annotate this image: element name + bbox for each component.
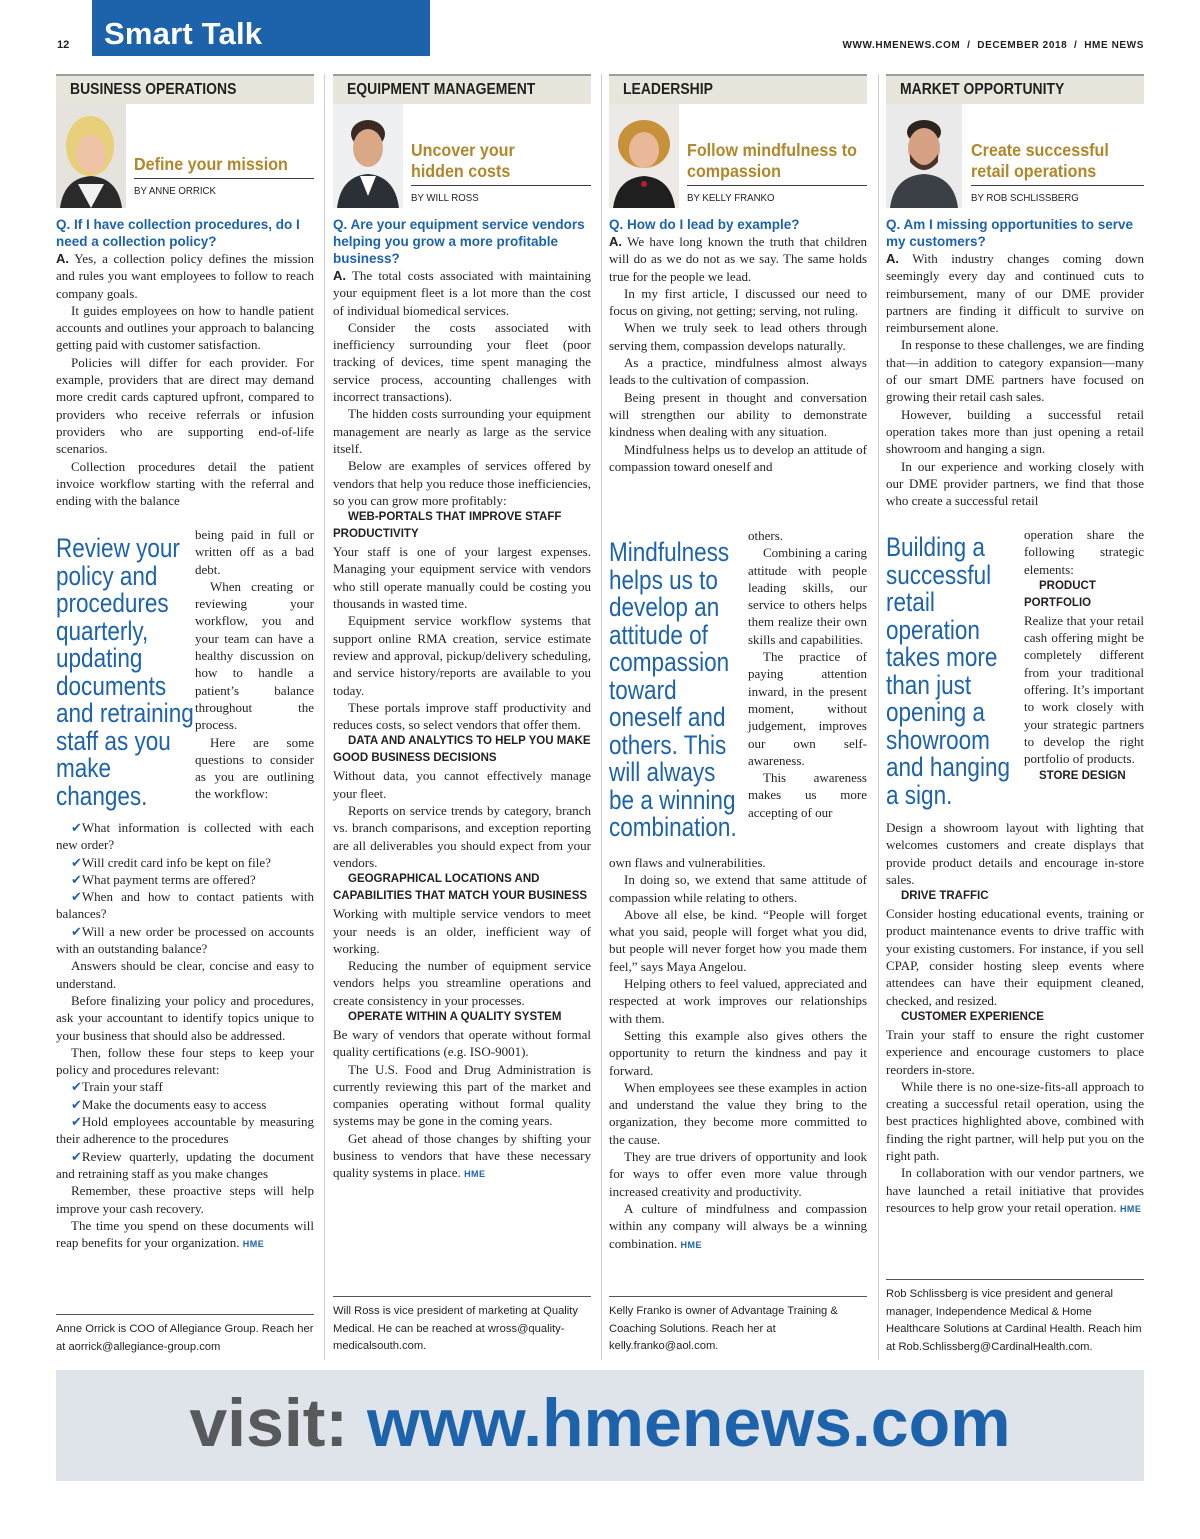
- pull-quote-line: Review your: [56, 533, 180, 563]
- paragraph-text: What information is collected with each new order?: [56, 820, 314, 853]
- headline-line: compassion: [687, 161, 781, 181]
- paragraph-text: Reports on service trends by category, branch vs. branch comparisons, and exception reporting are all deliverables you should expect from your vendors.: [333, 803, 591, 870]
- body-bottom: [886, 819, 1144, 1216]
- body-top: [609, 233, 867, 475]
- end-mark: HME: [464, 1169, 486, 1180]
- body-top: [56, 250, 314, 509]
- body-side: [1024, 526, 1144, 785]
- paragraph-text: Then, follow these four steps to keep your policy and procedures relevant:: [56, 1044, 314, 1078]
- paragraph: [748, 648, 867, 769]
- paragraph: [333, 905, 591, 957]
- pull-quote-line: oneself and: [609, 702, 726, 732]
- paragraph-text: Equipment service workflow systems that support online RMA creation, service estimate review and approval, pickup/delivery scheduling, and service history/reports are available to you today.: [333, 613, 591, 698]
- headline: [411, 140, 515, 182]
- checkmark-icon: ✔: [71, 1079, 82, 1095]
- paragraph: [56, 458, 314, 510]
- paragraph-text: Yes, a collection policy defines the mission and rules you want employees to follow to reach company goals.: [56, 251, 314, 301]
- author-photo: [56, 104, 126, 208]
- pull-quote-line: others. This: [609, 729, 727, 760]
- subheading: CUSTOMER EXPERIENCE: [901, 1010, 1044, 1023]
- author-portrait-icon: [56, 104, 126, 208]
- pull-quote-line: Mindfulness: [609, 537, 730, 567]
- column-divider: [324, 74, 325, 1360]
- paragraph: [56, 923, 314, 958]
- author-bio: Will Ross is vice president of marketing at Quality Medical. He can be reached at wross@quality-medicalsouth.com.: [333, 1296, 591, 1356]
- checkmark-icon: ✔: [71, 854, 82, 870]
- paragraph-text: What payment terms are offered?: [81, 871, 256, 887]
- paragraph-text: Here are some questions to consider as you are outlining the workflow:: [195, 734, 314, 802]
- paragraph-text: When and how to contact patients with balances?: [56, 889, 314, 922]
- category-label: MARKET OPPORTUNITY: [900, 81, 1065, 98]
- paragraph-text: The practice of paying attention inward, in the present moment, without judgement, improves our own self-awareness.: [748, 649, 867, 768]
- question-line: need a collection policy?: [56, 234, 217, 249]
- paragraph: [609, 1200, 867, 1252]
- author-photo: [886, 104, 962, 208]
- author-bio: Rob Schlissberg is vice president and general manager, Independence Medical & Home Healthcare Solutions at Cardinal Health. Reach him at Rob.Schlissberg@CardinalHealth.com.: [886, 1279, 1144, 1356]
- subheading: DATA AND ANALYTICS TO HELP YOU MAKE GOOD BUSINESS DECISIONS: [333, 735, 591, 765]
- author-bio: Kelly Franko is owner of Advantage Training & Coaching Solutions. Reach her at kelly.franko@aol.com.: [609, 1296, 867, 1356]
- pull-quote-line: successful: [886, 559, 992, 590]
- checkmark-icon: ✔: [71, 1114, 82, 1130]
- paragraph: [609, 319, 867, 354]
- question-line: Q. Are your equipment service vendors: [333, 217, 585, 232]
- author-photo: [609, 104, 679, 208]
- question: [886, 216, 1144, 250]
- checkmark-icon: ✔: [71, 889, 82, 905]
- paragraph-text: Train your staff to ensure the right customer experience and encourage customers to place reorders in-store.: [886, 1026, 1144, 1077]
- paragraph-text: own flaws and vulnerabilities.: [609, 855, 766, 870]
- paragraph: [333, 699, 591, 734]
- body-side: [195, 526, 314, 803]
- paragraph: [609, 1148, 867, 1200]
- paragraph: [609, 975, 867, 1027]
- checkmark-icon: ✔: [71, 1148, 82, 1164]
- paragraph: [333, 319, 591, 405]
- paragraph-text: With industry changes coming down seemingly every day and continued cuts to reimbursement, many of our DME provider partners are finding it difficult to survive on reimbursement alone.: [886, 251, 1144, 336]
- paragraph: [886, 1078, 1144, 1164]
- byline: BY WILL ROSS: [411, 192, 479, 204]
- pull-quote-line: updating: [56, 643, 143, 673]
- paragraph-text: In response to these challenges, we are finding that—in addition to category expansion—many of our smart DME partners have focused on growing their retail cash sales.: [886, 337, 1144, 405]
- end-mark: HME: [680, 1239, 702, 1250]
- headline: [687, 140, 857, 182]
- paragraph-text: Below are examples of services offered by vendors that help you reduce those inefficiencies, so you can grow more profitably:: [333, 458, 591, 508]
- paragraph-text: Consider hosting educational events, training or product maintenance events to drive traffic with your existing customers. For instance, if you sell CPAP, consider hosting sleep events where attendees can have their equipment cleaned, checked, and resized.: [886, 906, 1144, 1008]
- paragraph-text: This awareness makes us more accepting of our: [748, 770, 867, 820]
- headline-rule: [971, 185, 1144, 186]
- body-bottom: [609, 854, 867, 1252]
- paragraph-text: In my first article, I discussed our need to focus on giving, not getting; serving, not ruling.: [609, 285, 867, 319]
- category-header: [56, 74, 314, 104]
- paragraph-text: When creating or reviewing your workflow, you and your team can have a healthy discussion on how to handle a patient’s balance throughout the process.: [195, 578, 314, 733]
- paragraph-text: Combining a caring attitude with people leading skills, our service to others helps them realize their own skills and capabilities.: [748, 545, 867, 647]
- paragraph-text: Before finalizing your policy and procedures, ask your accountant to identify topics unique to your business that should also be addressed.: [56, 992, 314, 1043]
- paragraph-text: Without data, you cannot effectively manage your fleet.: [333, 768, 591, 801]
- category-header: [333, 74, 591, 104]
- paragraph-text: Above all else, be kind. “People will forget what you said, people will forget what you did, but people will never forget how you made them feel,” says Maya Angelou.: [609, 906, 867, 974]
- paragraph: [886, 819, 1144, 888]
- question-line: my customers?: [886, 234, 986, 249]
- paragraph: [1024, 526, 1144, 578]
- subheading: STORE DESIGN: [1039, 769, 1126, 782]
- banner-prefix: visit:: [189, 1385, 367, 1461]
- headline-rule: [687, 185, 867, 186]
- paragraph: [609, 906, 867, 975]
- paragraph: [886, 905, 1144, 1009]
- paragraph: [333, 267, 591, 319]
- subheading: OPERATE WITHIN A QUALITY SYSTEM: [348, 1010, 562, 1023]
- pull-quote-line: helps us to: [609, 564, 718, 595]
- paragraph-text: Working with multiple service vendors to meet your needs is an older, inefficient way of working.: [333, 906, 591, 956]
- paragraph-text: The time you spend on these documents will reap benefits for your organization.: [56, 1217, 314, 1251]
- author-photo: [333, 104, 403, 208]
- paragraph: [1024, 612, 1144, 768]
- paragraph-text: Review quarterly, updating the document and retraining staff as you make changes: [56, 1148, 314, 1181]
- paragraph-text: Will a new order be processed on accounts with an outstanding balance?: [56, 923, 314, 957]
- paragraph: [56, 1096, 314, 1113]
- checkmark-icon: ✔: [71, 820, 82, 835]
- category-header: [886, 74, 1144, 104]
- pull-quote-line: a sign.: [886, 779, 953, 810]
- byline: BY ROB SCHLISSBERG: [971, 192, 1079, 204]
- column-divider: [878, 74, 879, 1360]
- checkmark-icon: ✔: [71, 923, 82, 939]
- paragraph: [333, 1026, 591, 1061]
- category-label: BUSINESS OPERATIONS: [70, 81, 237, 98]
- paragraph: [56, 888, 314, 923]
- body: [333, 267, 591, 1182]
- paragraph: [609, 389, 867, 441]
- pull-quote-line: and retraining: [56, 698, 194, 728]
- paragraph: [56, 1044, 314, 1079]
- paragraph: [333, 612, 591, 698]
- paragraph: [609, 354, 867, 389]
- paragraph: [333, 1061, 591, 1130]
- pull-quote-line: than just: [886, 669, 972, 700]
- headline: Define your mission: [134, 154, 288, 174]
- paragraph: [609, 233, 867, 285]
- paragraph-text: Collection procedures detail the patient invoice workflow starting with the referral and ending with the balance: [56, 458, 314, 509]
- paragraph-text: The U.S. Food and Drug Administration is currently reviewing this part of the market and companies operating without formal quality systems may be gone in the coming years.: [333, 1061, 591, 1129]
- subheading: PRODUCT PORTFOLIO: [1024, 579, 1096, 609]
- pull-quote-line: documents: [56, 670, 167, 701]
- paragraph: [748, 769, 867, 821]
- paragraph: [748, 527, 867, 544]
- paragraph-text: We have long known the truth that children will do as we do not as we say. The same holds true for the people we lead.: [609, 234, 867, 284]
- body-top: [886, 250, 1144, 509]
- pull-quote-line: develop an: [609, 592, 720, 622]
- category-header: [609, 74, 867, 104]
- paragraph: [609, 1079, 867, 1148]
- paragraph: [333, 1130, 591, 1182]
- paragraph-text: As a practice, mindfulness almost always leads to the cultivation of compassion.: [609, 355, 867, 388]
- paragraph: [609, 441, 867, 476]
- headline-line: Create successful: [971, 140, 1109, 160]
- category-label: LEADERSHIP: [623, 81, 713, 98]
- checkmark-icon: ✔: [71, 871, 82, 887]
- pull-quote-line: combination.: [609, 812, 737, 842]
- headline-line: retail operations: [971, 161, 1097, 181]
- paragraph: [56, 1113, 314, 1148]
- question: [609, 216, 867, 233]
- category-label: EQUIPMENT MANAGEMENT: [347, 81, 536, 98]
- article-equipment-management: [333, 74, 591, 1360]
- author-bio: Anne Orrick is COO of Allegiance Group. Reach her at aorrick@allegiance-group.com: [56, 1314, 314, 1356]
- paragraph: [333, 767, 591, 802]
- pull-quote-line: make: [56, 753, 112, 783]
- paragraph-text: Consider the costs associated with inefficiency surrounding your fleet (poor tracking of devices, time spent managing the service process, accounting challenges with incorrect transactions).: [333, 319, 591, 405]
- paragraph-text: Make the documents easy to access: [81, 1096, 267, 1112]
- article-leadership: [609, 74, 867, 1360]
- paragraph-text: operation share the following strategic elements:: [1024, 527, 1144, 577]
- checkmark-icon: ✔: [71, 1096, 82, 1112]
- pull-quote-line: retail: [886, 587, 935, 617]
- paragraph-text: Realize that your retail cash offering might be completely different from your traditional offering. It’s important to work closely with your strategic partners to develop the right portfolio of products.: [1024, 612, 1144, 767]
- paragraph-text: Policies will differ for each provider. For example, providers that are direct may demand more credit cards captured upfront, compared to providers who receive referrals or infusion providers who are supporting end-of-life scenarios.: [56, 354, 314, 457]
- author-portrait-icon: [609, 104, 679, 208]
- paragraph-text: They are true drivers of opportunity and look for ways to offer even more value through increased creativity and productivity.: [609, 1149, 867, 1199]
- question-line: helping you grow a more profitable: [333, 234, 559, 249]
- end-mark: HME: [242, 1239, 265, 1250]
- paragraph: [56, 957, 314, 992]
- paragraph: [333, 405, 591, 457]
- headline-rule: [134, 178, 314, 179]
- pull-quote: [56, 533, 194, 811]
- pull-quote-line: takes more: [886, 642, 998, 672]
- paragraph: [56, 1148, 314, 1183]
- paragraph-text: When we truly seek to lead others through serving them, compassion develops naturally.: [609, 320, 867, 353]
- pull-quote-line: will always: [609, 757, 716, 787]
- headline: [971, 140, 1109, 182]
- paragraph: [609, 1027, 867, 1079]
- paragraph-text: Helping others to feel valued, appreciated and respected at work improves our relationships with them.: [609, 976, 867, 1026]
- article-market-opportunity: [886, 74, 1144, 1360]
- paragraph: [886, 1164, 1144, 1216]
- pull-quote-line: toward: [609, 674, 677, 705]
- paragraph-text: It guides employees on how to handle patient accounts and outlines your approach to balancing getting paid with customer satisfaction.: [56, 302, 314, 353]
- paragraph: [886, 1026, 1144, 1078]
- subheading: WEB-PORTALS THAT IMPROVE STAFF PRODUCTIVITY: [333, 511, 562, 541]
- paragraph: [609, 871, 867, 906]
- pull-quote-line: quarterly,: [56, 615, 149, 646]
- paragraph: [195, 578, 314, 734]
- banner-text: [56, 1384, 1144, 1462]
- paragraph: [333, 957, 591, 1009]
- paragraph: [56, 1078, 314, 1095]
- pull-quote-line: staff as you: [56, 725, 171, 756]
- section-title: Smart Talk: [104, 16, 263, 51]
- paragraph: [748, 544, 867, 648]
- subheading: DRIVE TRAFFIC: [901, 890, 989, 903]
- headline-rule: [411, 185, 591, 186]
- paragraph: [56, 1217, 314, 1252]
- paragraph: [56, 992, 314, 1044]
- question-line: business?: [333, 251, 400, 266]
- column-divider: [601, 74, 602, 1360]
- paragraph-text: A culture of mindfulness and compassion within any company will always be a winning combination.: [609, 1200, 867, 1251]
- paragraph-text: In doing so, we extend that same attitude of compassion while relating to others.: [609, 872, 867, 905]
- paragraph: [886, 250, 1144, 336]
- paragraph-text: Answers should be clear, concise and easy to understand.: [56, 958, 314, 991]
- paragraph: [56, 302, 314, 354]
- paragraph: [333, 802, 591, 871]
- paragraph: [56, 354, 314, 458]
- author-portrait-icon: [333, 104, 403, 208]
- paragraph: [56, 854, 314, 871]
- paragraph: [333, 457, 591, 509]
- byline: BY KELLY FRANKO: [687, 192, 775, 204]
- question-line: Q. How do I lead by example?: [609, 217, 800, 232]
- headline-line: Uncover your: [411, 140, 515, 160]
- paragraph: [56, 250, 314, 302]
- paragraph-text: While there is no one-size-fits-all approach to creating a successful retail operation, using the best practices highlighted above, combined with finding the right partner, will help put you on the right path.: [886, 1078, 1144, 1164]
- question: [333, 216, 591, 267]
- paragraph-text: Get ahead of those changes by shifting your business to vendors that have these necessary quality systems in place.: [333, 1130, 591, 1181]
- answer-marker: A.: [886, 251, 899, 266]
- paragraph-text: being paid in full or written off as a bad debt.: [195, 527, 314, 577]
- paragraph-text: Will credit card info be kept on file?: [81, 854, 271, 870]
- page-number: 12: [57, 39, 70, 51]
- end-mark: HME: [1119, 1203, 1142, 1214]
- pull-quote-line: showroom: [886, 724, 990, 755]
- banner-url-link[interactable]: www.hmenews.com: [366, 1385, 1011, 1461]
- paragraph-text: Train your staff: [81, 1079, 163, 1095]
- paragraph-text: others.: [748, 528, 784, 543]
- question: [56, 216, 314, 250]
- paragraph: [56, 1182, 314, 1217]
- paragraph-text: However, building a successful retail operation takes more than just opening a retail showroom and hanging a sign.: [886, 406, 1144, 457]
- masthead: WWW.HMENEWS.COM / DECEMBER 2018 / HME NEWS: [842, 40, 1144, 51]
- pull-quote-line: procedures: [56, 588, 169, 618]
- paragraph-text: Remember, these proactive steps will help improve your cash recovery.: [56, 1183, 314, 1216]
- body-bottom: [56, 819, 314, 1251]
- answer-marker: A.: [333, 268, 346, 283]
- answer-marker: A.: [56, 251, 69, 266]
- paragraph-text: Mindfulness helps us to develop an attitude of compassion toward oneself and: [609, 441, 867, 474]
- pull-quote-line: and hanging: [886, 752, 1011, 782]
- paragraph: [609, 285, 867, 320]
- paragraph-text: Being present in thought and conversation will strengthen our ability to demonstrate kindness when dealing with any situation.: [609, 389, 867, 440]
- author-portrait-icon: [886, 104, 962, 208]
- paragraph: [195, 526, 314, 578]
- paragraph: [333, 543, 591, 612]
- pull-quote-line: be a winning: [609, 784, 736, 815]
- paragraph-text: In our experience and working closely with our DME provider partners, we find that those who create a successful retail: [886, 458, 1144, 509]
- paragraph: [609, 854, 867, 871]
- paragraph-text: Your staff is one of your largest expenses. Managing your equipment service with vendors who still operate manually could be costing you thousands in wasted time.: [333, 544, 591, 612]
- byline: BY ANNE ORRICK: [134, 185, 216, 197]
- paragraph: [56, 819, 314, 854]
- pull-quote: [886, 532, 1011, 810]
- paragraph: [195, 734, 314, 803]
- pull-quote-line: Building a: [886, 532, 985, 562]
- subheading: GEOGRAPHICAL LOCATIONS AND CAPABILITIES THAT MATCH YOUR BUSINESS: [333, 873, 588, 903]
- paragraph: [56, 871, 314, 888]
- paragraph-text: When employees see these examples in action and understand the value they bring to the organization, they become more committed to the cause.: [609, 1079, 867, 1147]
- pull-quote-line: compassion: [609, 647, 730, 677]
- paragraph: [886, 336, 1144, 405]
- paragraph-text: The hidden costs surrounding your equipment management are nearly as large as the service itself.: [333, 406, 591, 456]
- paragraph-text: These portals improve staff productivity and reduces costs, so select vendors that offer them.: [333, 699, 591, 733]
- pull-quote: [609, 537, 737, 842]
- paragraph-text: The total costs associated with maintaining your equipment fleet is a lot more than the cost of individual biomedical services.: [333, 268, 591, 318]
- answer-marker: A.: [609, 234, 622, 249]
- pull-quote-line: opening a: [886, 697, 985, 727]
- question-line: Q. If I have collection procedures, do I: [56, 217, 300, 232]
- article-business-operations: [56, 74, 314, 1360]
- pull-quote-line: operation: [886, 614, 980, 645]
- pull-quote-line: attitude of: [609, 619, 708, 650]
- paragraph-text: Be wary of vendors that operate without formal quality certifications (e.g. ISO-9001).: [333, 1026, 591, 1060]
- body-side: [748, 527, 867, 821]
- paragraph-text: Hold employees accountable by measuring their adherence to the procedures: [56, 1114, 314, 1147]
- headline-line: hidden costs: [411, 161, 511, 181]
- paragraph: [886, 458, 1144, 510]
- paragraph-text: Design a showroom layout with lighting that welcomes customers and create displays that provide product details and encourage in-store sales.: [886, 820, 1144, 887]
- paragraph: [886, 406, 1144, 458]
- paragraph-text: In collaboration with our vendor partners, we have launched a retail initiative that provides resources to help grow your retail operation.: [886, 1165, 1144, 1215]
- question-line: Q. Am I missing opportunities to serve: [886, 217, 1134, 232]
- headline-line: Follow mindfulness to: [687, 140, 857, 160]
- promo-banner: [56, 1370, 1144, 1481]
- paragraph-text: Reducing the number of equipment service vendors helps you streamline operations and create consistency in your processes.: [333, 958, 591, 1008]
- paragraph-text: Setting this example also gives others the opportunity to return the kindness and pay it forward.: [609, 1027, 867, 1078]
- pull-quote-line: policy and: [56, 560, 158, 591]
- pull-quote-line: changes.: [56, 780, 148, 811]
